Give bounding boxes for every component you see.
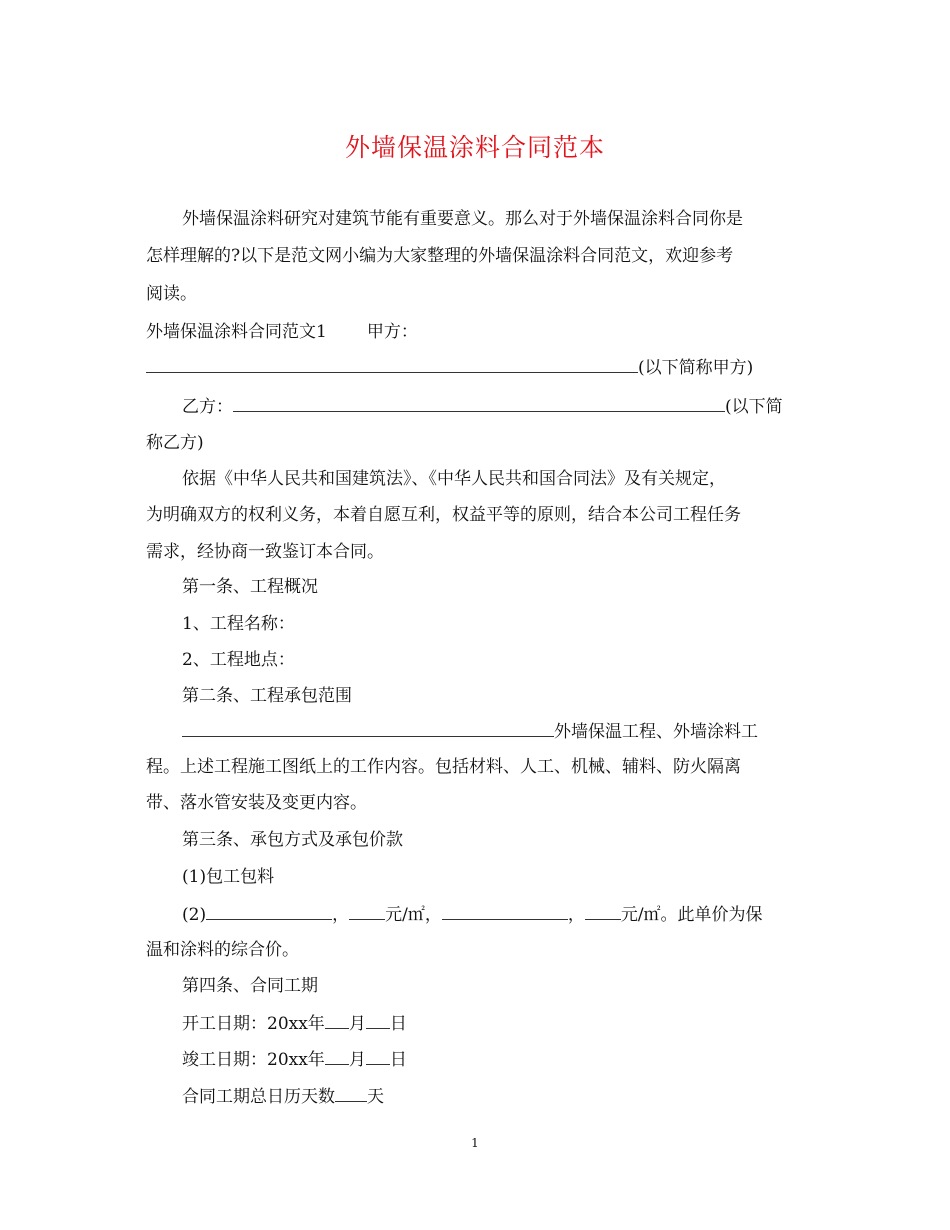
party-a-suffix: (以下简称甲方) — [638, 358, 754, 378]
sample-heading: 外墙保温涂料合同范文1 — [146, 322, 327, 342]
item-project-location: 2、工程地点： — [182, 650, 295, 670]
price-prefix: (2) — [182, 905, 207, 925]
scope-blank — [182, 720, 554, 737]
page-number: 1 — [471, 1136, 479, 1150]
party-b-suffix: (以下简 — [725, 397, 783, 417]
item-project-name: 1、工程名称： — [182, 614, 295, 634]
article-1-heading: 第一条、工程概况 — [182, 577, 318, 597]
party-a-label: 甲方： — [366, 322, 418, 342]
party-b-line-2: 称乙方) — [146, 433, 204, 453]
total-days-label: 合同工期总日历天数 — [182, 1087, 335, 1107]
scope-line-3: 带、落水管安装及变更内容。 — [146, 793, 367, 813]
item-labor-materials: (1)包工包料 — [182, 867, 275, 887]
document-title: 外墙保温涂料合同范本 — [344, 133, 605, 162]
start-day-blank — [366, 1012, 390, 1029]
intro-line-3: 阅读。 — [146, 284, 197, 304]
article-3-heading: 第三条、承包方式及承包价款 — [182, 830, 403, 850]
price-blank-3 — [442, 903, 568, 920]
price-blank-2 — [349, 903, 385, 920]
start-month: 月 — [348, 1014, 366, 1034]
party-a-line — [146, 356, 753, 379]
total-days-line — [182, 1085, 384, 1108]
party-a-blank — [146, 356, 638, 373]
price-line-2: 温和涂料的综合价。 — [146, 940, 299, 960]
basis-line-3: 需求，经协商一致鉴订本合同。 — [146, 542, 384, 562]
start-month-blank — [325, 1012, 349, 1029]
article-4-heading: 第四条、合同工期 — [182, 976, 318, 996]
basis-line-2: 为明确双方的权利义务，本着自愿互利，权益平等的原则，结合本公司工程任务 — [146, 505, 741, 525]
intro-line-1: 外墙保温涂料研究对建筑节能有重要意义。那么对于外墙保温涂料合同你是 — [182, 209, 743, 229]
start-date-label: 开工日期：20xx年 — [182, 1014, 325, 1034]
basis-line-1: 依据《中华人民共和国建筑法》、《中华人民共和国合同法》及有关规定， — [182, 469, 726, 489]
scope-line-1 — [182, 720, 758, 743]
start-day: 日 — [389, 1014, 407, 1034]
intro-line-2: 怎样理解的?以下是范文网小编为大家整理的外墙保温涂料合同范文，欢迎参考 — [146, 246, 734, 266]
price-comma-1: ， — [332, 905, 350, 925]
price-unit-1: 元/㎡， — [385, 905, 442, 925]
price-blank-1 — [206, 903, 332, 920]
article-2-heading: 第二条、工程承包范围 — [182, 686, 352, 706]
end-day-blank — [366, 1048, 390, 1065]
end-month: 月 — [348, 1050, 366, 1070]
start-date-line — [182, 1012, 407, 1035]
total-days-unit: 天 — [367, 1087, 384, 1107]
scope-suffix: 外墙保温工程、外墙涂料工 — [554, 722, 758, 742]
end-date-label: 竣工日期：20xx年 — [182, 1050, 325, 1070]
end-date-line — [182, 1048, 407, 1071]
party-b-line — [182, 395, 783, 418]
price-unit-2: 元/㎡。此单价为保 — [620, 905, 763, 925]
price-comma-2: ， — [567, 905, 585, 925]
total-days-blank — [335, 1085, 367, 1102]
party-b-label: 乙方： — [182, 397, 233, 417]
end-day: 日 — [389, 1050, 407, 1070]
scope-line-2: 程。上述工程施工图纸上的工作内容。包括材料、人工、机械、辅料、防火隔离 — [146, 757, 741, 777]
price-blank-4 — [585, 903, 621, 920]
price-line — [182, 903, 763, 926]
party-b-blank — [233, 395, 725, 412]
sample-heading-line — [146, 321, 418, 343]
end-month-blank — [325, 1048, 349, 1065]
